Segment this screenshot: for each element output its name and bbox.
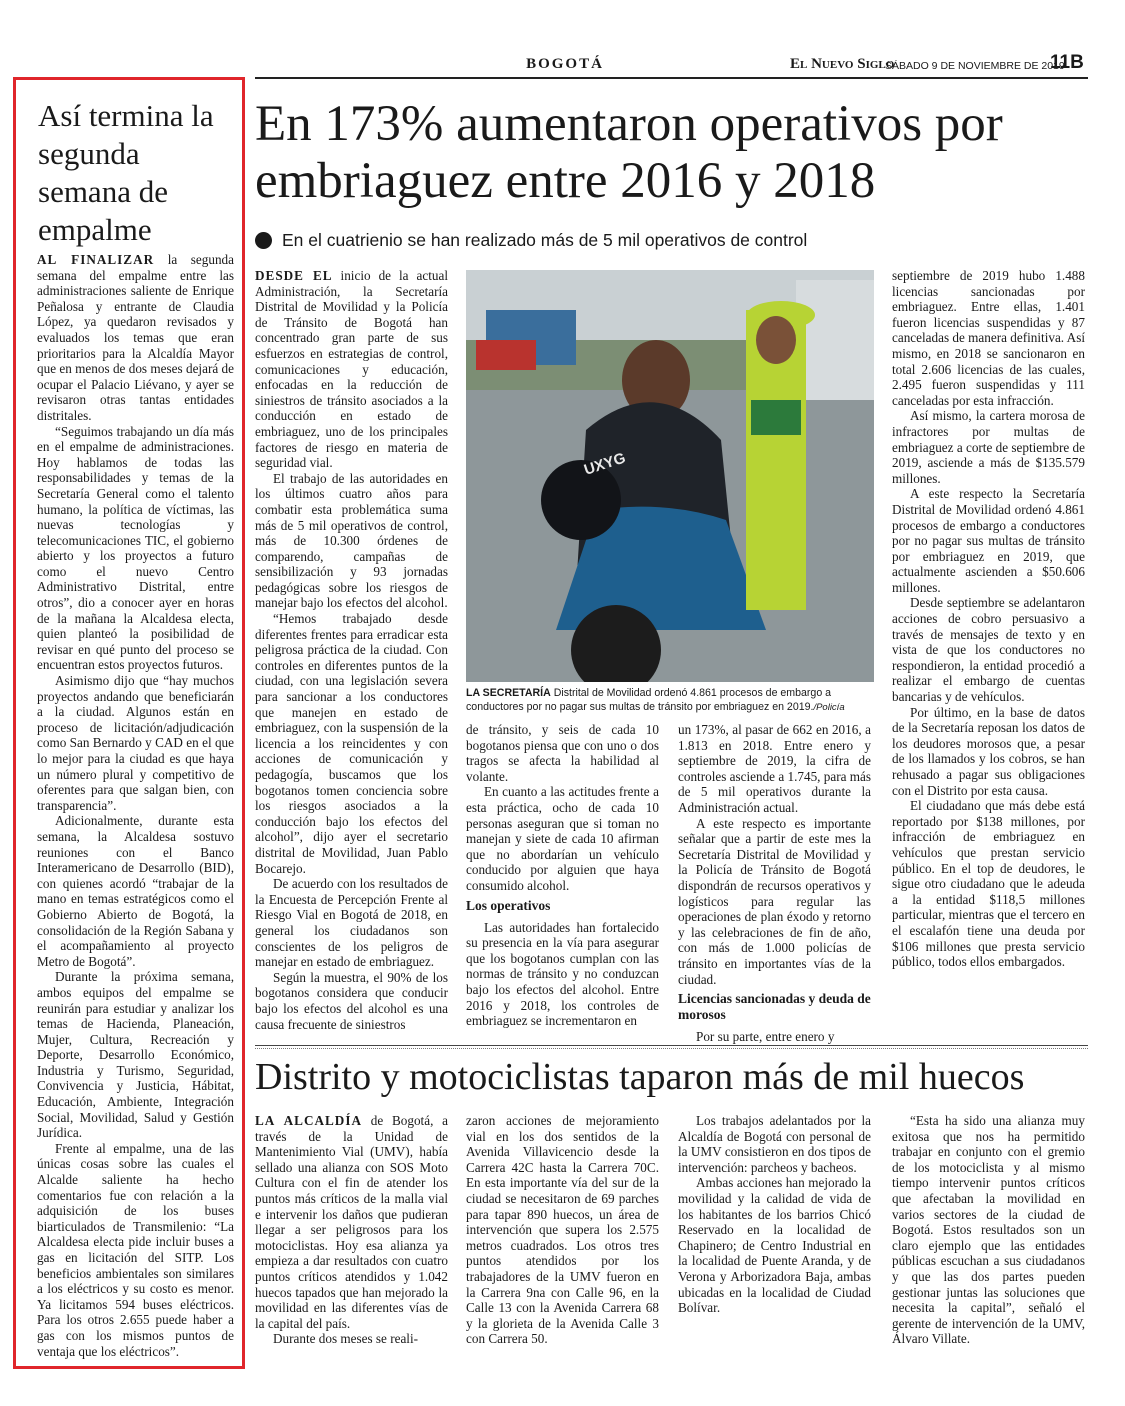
article-paragraph: DESDE EL inicio de la actual Administración, la Secretaría Distrital de Movilidad y la Policía de Tránsito de Bogotá han concentrado gran parte de sus esfuerzos en estrategias de control, comunicaciones y educación, enfocadas en la reducción de siniestros de tránsito asociados a la conducción en estado de embriaguez, uno de los principales factores de riesgo en materia de seguridad vial. <box>255 268 448 471</box>
article-paragraph: de tránsito, y seis de cada 10 bogotanos piensa que con uno o dos tragos se afecta la habilidad al volante. <box>466 722 659 784</box>
article-paragraph: “Esta ha sido una alianza muy exitosa que nos ha permitido trabajar en conjunto con el gremio de los motociclista y al mismo tiempo intervenir puntos críticos que afectaban la movilidad en varios sectores de la ciudad de Bogotá. Estos resultados son un claro ejemplo que las entidades públicas escuchan a sus ciudadanos y que las dos partes pueden gestionar juntas las soluciones que necesita la capital”, señaló el gerente de intervención de la UMV, Álvaro Villate. <box>892 1113 1085 1347</box>
article-paragraph: En cuanto a las actitudes frente a esta práctica, ocho de cada 10 personas aseguran que si toman no manejan y siete de cada 10 afirman que no abordarían un vehículo conducido por alguien que haya consumido alcohol. <box>466 784 659 893</box>
caption-credit: /Policía <box>813 702 845 713</box>
article2-column-1 <box>255 1113 448 1347</box>
sidebar-paragraph: Adicionalmente, durante esta semana, la Alcaldesa sostuvo reuniones con el Banco Interamericano de Desarrollo (BID), con quienes acordó “trabajar de la mano en temas estratégicos como el Gobierno Abierto de Bogotá, la consolidación de la Región Sabana y el acompañamiento al proyecto Metro de Bogotá”. <box>37 813 234 969</box>
page-number: 11B <box>1050 52 1084 73</box>
article2-column-2 <box>466 1113 659 1347</box>
article-paragraph: Desde septiembre se adelantaron acciones de cobro persuasivo a través de mensajes de texto y en vista de que los conductores no respondieron, la entidad procedió a realizar el embargo de cuentas bancarias y de vehículos. <box>892 595 1085 705</box>
article-lead-word: DESDE EL <box>255 268 333 283</box>
section-name: BOGOTÁ <box>526 56 604 72</box>
article-paragraph: septiembre de 2019 hubo 1.488 licencias sancionadas por embriaguez. Entre ellas, 1.401 fueron licencias suspendidas y 87 canceladas de manera definitiva. Así mismo, en 2018 se sancionaron en total 2.606 licencias de las cuales, 2.495 fueron suspendidas y 111 canceladas por esta infracción. <box>892 268 1085 408</box>
dateline: SÁBADO 9 DE NOVIEMBRE DE 2019 <box>885 60 1065 72</box>
photo-illustration <box>466 270 874 682</box>
sidebar-lead-word: AL FINALIZAR <box>37 252 155 267</box>
sidebar-body <box>37 252 234 1359</box>
bullet-icon <box>255 232 272 249</box>
sidebar-paragraph: Durante la próxima semana, ambos equipos del empalme se reunirán para estudiar y analizar los temas de Hacienda, Planeación, Mujer, Cultura, Recreación y Deporte, Desarrollo Económico, Industria y Turismo, Seguridad, Convivencia y Justicia, Hábitat, Educación, Ambiente, Integración Social, Movilidad, Salud y Gestión Jurídica. <box>37 969 234 1141</box>
article2-column-4 <box>892 1113 1085 1347</box>
article-paragraph: Según la muestra, el 90% de los bogotanos considera que conducir bajo los efectos del alcohol es una causa frecuente de siniestros <box>255 969 448 1032</box>
article-column-1 <box>255 268 448 1032</box>
article-paragraph: Por último, en la base de datos de la Secretaría reposan los datos de los deudores morosos que, a pesar de los llamados y los cobros, se han rehusado a pagar sus obligaciones con el Distrito por esta causa. <box>892 704 1085 798</box>
sidebar-title: Así termina la segunda semana de empalme <box>38 98 214 247</box>
article-paragraph: Durante dos meses se reali- <box>273 1331 419 1347</box>
article-photo <box>466 270 874 682</box>
article-paragraph: Ambas acciones han mejorado la movilidad y la calidad de vida de los habitantes de los barrios Chicó Reservado en la localidad de Chapinero; de Centro Industrial en la localidad de Puente Aranda, y de Verona y Arborizadora Baja, ambas ubicadas en la localidad de Ciudad Bolívar. <box>678 1175 871 1316</box>
article-paragraph: un 173%, al pasar de 662 en 2016, a 1.813 en 2018. Entre enero y septiembre de 2019, la cifra de controles asciende a 1.745, para más de 5 mil operativos durante la Administración actual. <box>678 722 871 815</box>
article-paragraph: “Hemos trabajado desde diferentes frentes para erradicar esta peligrosa práctica de la ciudad. Con controles en diferentes puntos de la ciudad, con una legislación severa para sancionar a los conductores que manejen en estado de embriaguez, con la suspensión de la licencia a los reincidentes y con acciones de comunicación y pedagogía, buscamos que los bogotanos tomen conciencia sobre los riesgos asociados a la conducción bajo los efectos del alcohol”, dijo ayer el secretario distrital de Movilidad, Juan Pablo Bocarejo. <box>255 611 448 876</box>
article-column-3 <box>678 722 871 1045</box>
article2-lead-word: LA ALCALDÍA <box>255 1113 362 1128</box>
article-paragraph: De acuerdo con los resultados de la Encuesta de Percepción Frente al Riesgo Vial en Bogotá de 2018, en general los ciudadanos son conscientes de los peligros de manejar en estado de embriaguez. <box>255 876 448 970</box>
masthead: El Nuevo Siglo <box>790 56 895 72</box>
sidebar-paragraph: AL FINALIZAR la segunda semana del empalme entre las administraciones saliente de Enrique Peñalosa y entrante de Claudia López, ya quedaron revisados y evaluados los temas que eran prioritarios para la Alcaldía Mayor que en menos de dos meses dejará de ocupar el Palacio Liévano, y ayer se revisaron otras tantas entidades distritales. <box>37 252 234 423</box>
article-separator <box>255 1045 1088 1046</box>
article-separator-dots <box>255 1048 1088 1049</box>
article-headline: En 173% aumentaron operativos por embriaguez entre 2016 y 2018 <box>255 96 1003 209</box>
article-column-4 <box>892 268 1085 970</box>
sidebar-paragraph: Asimismo dijo que “hay muchos proyectos andando que beneficiarán a la ciudad. Algunos están en proceso de licitación/adjudicación como San Bernardo y CAD en el que lo mejor para la ciudad es que haya un número plural y competitivo de oferentes para que salgan bien, con transparencia”. <box>37 673 234 813</box>
article-paragraph: Así mismo, la cartera morosa de infractores por multas de embriaguez a corte de septiembre de 2019, asciende a más de $135.579 millones. <box>892 408 1085 486</box>
article-subheading: Licencias sancionadas y deuda de morosos <box>678 991 871 1023</box>
article2-headline: Distrito y motociclistas taparon más de mil huecos <box>255 1056 1025 1098</box>
article-paragraph: El trabajo de las autoridades en los últimos cuatro años para combatir esta problemática suma más de 5 mil operativos de control, más de 10.300 órdenes de comparendo, campañas de sensibilización y 93 jornadas pedagógicas sobre los riesgos de manejar bajo los efectos del alcohol. <box>255 470 448 611</box>
article-paragraph: zaron acciones de mejoramiento vial en los dos sentidos de la Avenida Villavicencio desde la Carrera 42C hasta la Carrera 70C. En esta importante vía del sur de la ciudad se necesitaron de 69 parches para tapar 890 huecos, un área de intervención que supera los 2.575 metros cuadrados. Los otros tres puntos atendidos por los trabajadores de la UMV fueron en la Carrera 9na con Calle 96, en la Calle 13 con la Avenida Carrera 68 y la glorieta de la Avenida Calle 3 con Carrera 50. <box>466 1113 659 1347</box>
article2-column-3 <box>678 1113 871 1316</box>
article-paragraph: A este respecto la Secretaría Distrital de Movilidad ordenó 4.861 procesos de embargo a conductores por no pagar sus multas de tránsito por embriaguez en 2019, que actualmente ascienden a $50.606 millones. <box>892 486 1085 595</box>
article-subhead: En el cuatrienio se han realizado más de 5 mil operativos de control <box>255 229 1085 251</box>
sidebar-paragraph: “Seguimos trabajando un día más en el empalme de administraciones. Hoy hablamos de todas las responsabilidades y temas de la Secretaría General como el talento humano, la política de víctimas, las nuevas tecnologías y telecomunicaciones TIC, el gobierno abierto y los proyectos a futuro como el nuevo Centro Administrativo Distrital, entre otros”, dio a conocer ayer en horas de la mañana la Alcaldesa electa, quien planteó la posibilidad de revisar en qué punto del proceso se encuentran estos proyectos futuros. <box>37 423 234 673</box>
article-paragraph: Los trabajos adelantados por la Alcaldía de Bogotá con personal de la UMV consistieron en dos tipos de intervención: parcheos y bacheos. <box>678 1113 871 1175</box>
photo-caption: LA SECRETARÍA Distrital de Movilidad ordenó 4.861 procesos de embargo a conductores por no pagar sus multas de tránsito por embriaguez en 2019./Policía <box>466 687 845 713</box>
article-paragraph: El ciudadano que más debe está reportado por $138 millones, por infracción de embriaguez en vehículos que prestan servicio público. En el top de deudores, le sigue otro ciudadano que le adeuda a la entidad $118,5 millones particular, mientras que el tercero en el escalafón tiene una deuda por $106 millones que presta servicio público, todos ellos embargados. <box>892 798 1085 970</box>
article-paragraph: A este respecto es importante señalar que a partir de este mes la Secretaría Distrital de Movilidad y la Policía de Tránsito de Bogotá dispondrán de recursos operativos y logísticos para regular las operaciones de plan éxodo y retorno y las celebraciones de fin de año, con más de 1.000 policías de tránsito en importantes vías de la ciudad. <box>678 815 871 987</box>
sidebar-paragraph: Frente al empalme, una de las únicas cosas sobre las cuales el Alcalde saliente ha hecho comentarios fue con relación a la adquisición de los buses biarticulados de Transmilenio: “La Alcaldesa electa pide incluir buses a gas en licitación del SITP. Los beneficios ambientales son similares a los eléctricos y su costo es menor. Ya licitamos 594 buses eléctricos. Para los otros 2.655 puede haber a gas con los mismos puntos de ventaja que los eléctricos”. <box>37 1140 234 1359</box>
article-paragraph: Por su parte, entre enero y <box>696 1029 835 1045</box>
article-subheading: Los operativos <box>466 897 551 913</box>
header-rule <box>255 77 1088 79</box>
article-paragraph: LA ALCALDÍA de Bogotá, a través de la Unidad de Mantenimiento Vial (UMV), había sellado una alianza con SOS Moto Cultura con el fin de atender los puntos más críticos de la malla vial e intervenir los daños que pudieran llegar a ser peligrosos para los motociclistas. Hoy esa alianza ya empieza a dar resultados con cuatro puntos críticos atendidos y 1.042 huecos tapados que han mejorado la movilidad en las diferentes vías de la capital del país. <box>255 1113 448 1331</box>
article-column-2 <box>466 722 659 1029</box>
article-paragraph: Las autoridades han fortalecido su presencia en la vía para asegurar que los bogotanos cumplan con las normas de tránsito y no conduzcan bajo los efectos del alcohol. Entre 2016 y 2018, los controles de embriaguez se incrementaron en <box>466 919 659 1029</box>
photo-helmet-label: UXYG <box>581 449 628 479</box>
caption-lead: LA SECRETARÍA <box>466 687 551 699</box>
